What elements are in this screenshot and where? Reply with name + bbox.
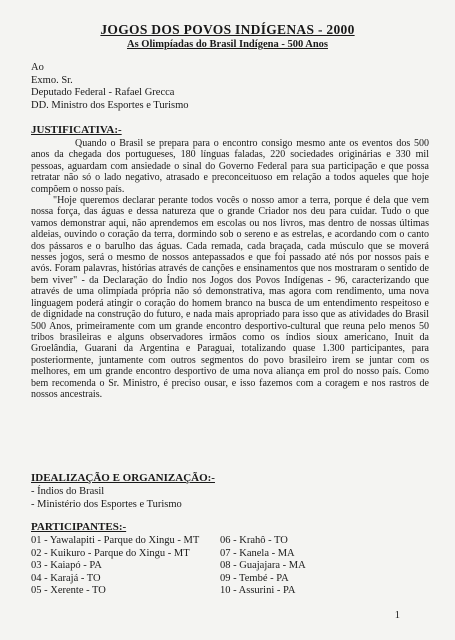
list-item: - Ministério dos Esportes e Turismo [31, 498, 182, 510]
list-item: - Índios do Brasil [31, 486, 105, 497]
addressee-block [31, 62, 189, 112]
list-item: 10 - Assurini - PA [220, 585, 296, 596]
idealizacao-list [31, 486, 182, 511]
list-item: 07 - Kanela - MA [220, 547, 295, 559]
participants-column-left [31, 535, 199, 598]
list-item: 06 - Krahô - TO [220, 535, 288, 546]
address-line: Ao [31, 62, 44, 73]
list-item: 04 - Karajá - TO [31, 572, 101, 584]
list-item: 03 - Kaiapó - PA [31, 560, 102, 571]
address-line: Deputado Federal - Rafael Grecca [31, 87, 175, 98]
list-item: 05 - Xerente - TO [31, 585, 106, 596]
document-subtitle: As Olimpíadas do Brasil Indígena - 500 Anos [126, 39, 328, 50]
list-item: 01 - Yawalapiti - Parque do Xingu - MT [31, 535, 200, 546]
participants-column-right [220, 535, 306, 598]
idealizacao-heading: IDEALIZAÇÃO E ORGANIZAÇÃO:- [31, 472, 215, 484]
page-number: 1 [394, 610, 400, 621]
address-line: DD. Ministro dos Esportes e Turismo [31, 99, 189, 111]
participantes-heading: PARTICIPANTES:- [31, 521, 127, 533]
list-item: 08 - Guajajara - MA [220, 560, 306, 571]
justificativa-heading: JUSTIFICATIVA:- [31, 124, 122, 136]
list-item: 09 - Tembé - PA [220, 572, 289, 584]
paragraph: "Hoje queremos declarar perante todos vocês o nosso amor a terra, porque é dela que vem nossa força, das águas e dessa natureza que o grande Criador nos deu para cuidar. Tudo o que vamos demonstrar aqui, não aprendemos em escolas ou nos livros, mas dentro de nossas últimas aldeias, ouvindo o coração da terra, dormindo sob o sereno e as estrelas, e acordando com o canto dos pássaros e o barulho das águas. Cada remada, cada braçada, cada músculo que se moverá nesses jogos, será o mesmo de nossos antepassados e que foi passado até nós por nossos pais e avós. Foram palavras, histórias através de canções e ensinamentos que nos mostraram o sentido de bem viver" - da Declaração do Índio nos Jogos dos Povos Indígenas - 96, caracterizando que através de uma olimpíada própria não só demonstrativa, mas agora com rendimento, uma nova linguagem poderá atingir o coração do homem branco na busca de um entendimento respeitoso e de dignidade na construção do futuro, e nada mais apropriado para isso que as atividades do Brasil 500 Anos, primeiramente com um grande encontro desportivo-cultural que reuna pelo menos 50 tribos brasileiras e alguns observadores irmãos como os índios sioux americano, Inuit da Groelândia, Guarani da Argentina e Paraguai, totalizando quase 1.300 participantes, para posteriormente, juntamente com outros segmentos do povo brasileiro irem se juntar com os melhores, em um grande encontro desportivo de uma nova aliança em prol do nosso país. Como bem recomenda o Sr. Ministro, é preciso ousar, e isso fazemos com a coragem e nos rastros de nossos ancestrais. [31, 195, 429, 400]
list-item: 02 - Kuikuro - Parque do Xingu - MT [31, 547, 190, 559]
paragraph: Quando o Brasil se prepara para o encontro consigo mesmo ante os eventos dos 500 anos da chegada dos portugueses, 180 línguas faladas, 220 sociedades originárias e 330 mil pessoas, aguardam com ansiedade o sinal do Governo Federal para sua participação e que possa retratar não só o lado negativo, atrasado e preconceituoso em relação a todos aqueles que hoje compõem o nosso país. [31, 138, 429, 195]
address-line: Exmo. Sr. [31, 74, 73, 86]
justificativa-text [31, 138, 429, 400]
document-title: JOGOS DOS POVOS INDÍGENAS - 2000 [100, 22, 355, 37]
